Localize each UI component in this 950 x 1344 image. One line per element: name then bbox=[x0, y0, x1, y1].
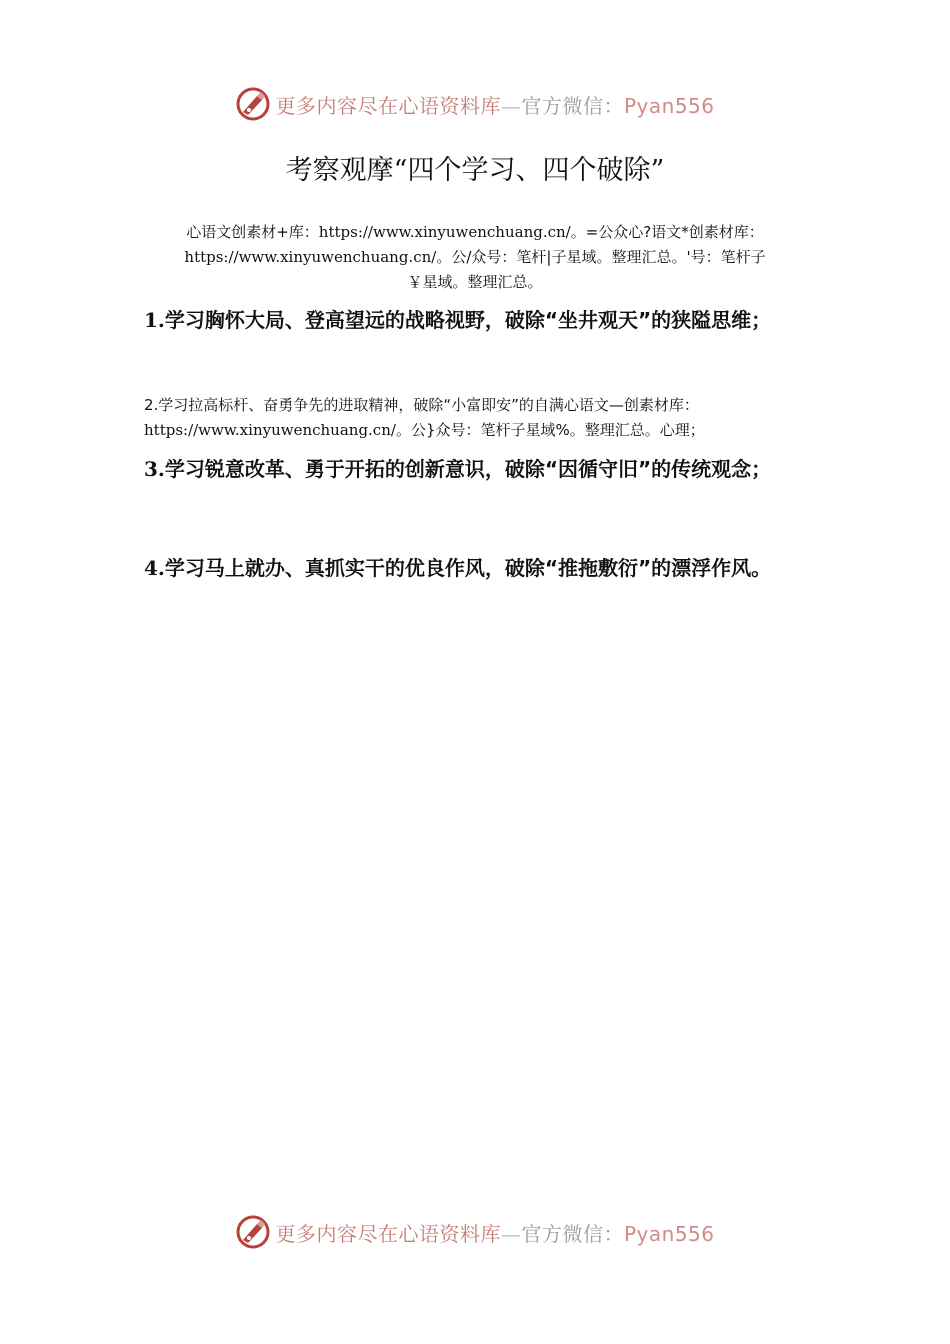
source-note-text: 心语文创素材+库： bbox=[186, 223, 319, 241]
source-note-line-1 bbox=[140, 220, 810, 245]
banner-dash: — bbox=[500, 1221, 522, 1246]
point-number: 1. bbox=[144, 308, 165, 332]
document-title: 考察观摩“四个学习、四个破除” bbox=[285, 155, 665, 186]
source-note-text: 。公/众号：笔杆|子星域。整理汇总。'号：笔杆子 bbox=[436, 248, 766, 266]
point-2-text: 。公}众号：笔杆子星域%。整理汇总。心理； bbox=[395, 421, 705, 439]
source-note bbox=[140, 220, 810, 295]
banner-dash: — bbox=[500, 93, 522, 118]
banner-wechat-id: Pyan556 bbox=[623, 93, 715, 118]
point-2-url: https://www.xinyuwenchuang.cn/ bbox=[144, 421, 396, 439]
point-number: 3. bbox=[144, 457, 165, 481]
banner-text bbox=[275, 1218, 714, 1247]
point-1 bbox=[144, 295, 809, 345]
banner-slogan: 更多内容尽在心语资料库 bbox=[275, 93, 501, 118]
source-note-text: 。=公众心?语文*创素材库： bbox=[570, 223, 764, 241]
footer-banner bbox=[0, 1210, 950, 1254]
source-note-url: https://www.xinyuwenchuang.cn/ bbox=[184, 248, 437, 266]
point-text: 学习锐意改革、勇于开拓的创新意识，破除“因循守旧”的传统观念； bbox=[164, 457, 772, 481]
point-4 bbox=[144, 543, 809, 593]
point-2-line-2 bbox=[144, 418, 814, 443]
banner-wechat-label: 官方微信： bbox=[521, 93, 624, 118]
source-note-line-3: ￥星域。整理汇总。 bbox=[407, 273, 543, 291]
point-text: 学习马上就办、真抓实干的优良作风，破除“推拖敷衍”的漂浮作风。 bbox=[164, 556, 772, 580]
pen-logo-icon bbox=[235, 1214, 271, 1250]
pen-logo-icon bbox=[235, 86, 271, 122]
banner-text bbox=[275, 90, 714, 119]
point-3 bbox=[144, 444, 809, 494]
banner-slogan: 更多内容尽在心语资料库 bbox=[275, 1221, 501, 1246]
point-2 bbox=[144, 393, 814, 443]
point-text: 学习胸怀大局、登高望远的战略视野，破除“坐井观天”的狭隘思维； bbox=[164, 308, 772, 332]
point-number: 4. bbox=[144, 556, 165, 580]
header-banner bbox=[0, 82, 950, 126]
source-note-url: https://www.xinyuwenchuang.cn/ bbox=[318, 223, 571, 241]
banner-wechat-id: Pyan556 bbox=[623, 1221, 715, 1246]
source-note-line-2 bbox=[140, 245, 810, 270]
point-2-line-1: 2.学习拉高标杆、奋勇争先的进取精神，破除“小富即安”的自满心语文—创素材库： bbox=[144, 396, 699, 414]
banner-wechat-label: 官方微信： bbox=[521, 1221, 624, 1246]
